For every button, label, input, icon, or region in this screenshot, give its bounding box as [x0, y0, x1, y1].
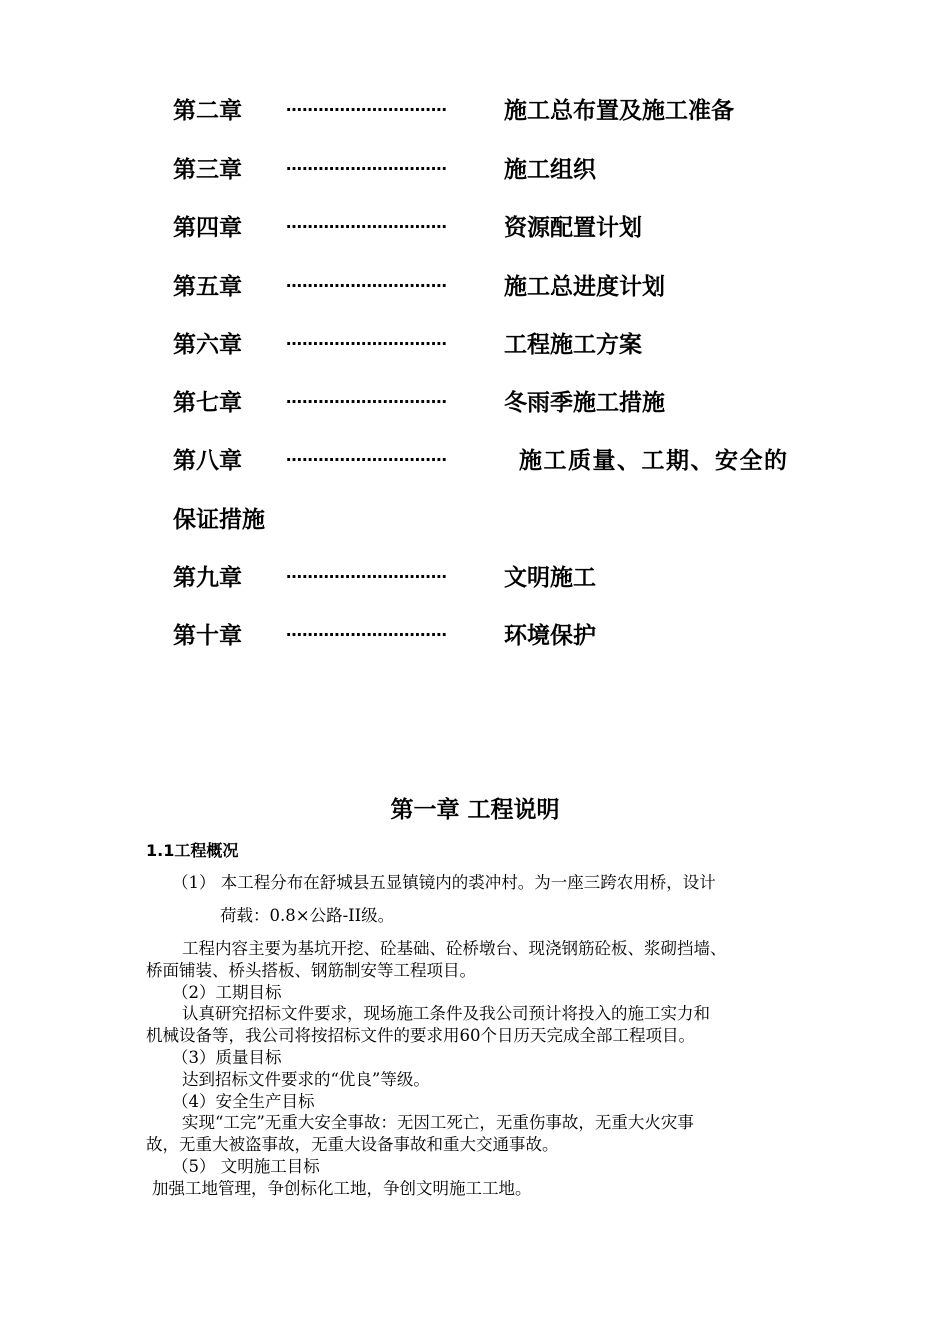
body-line: 加强工地管理，争创标化工地，争创文明施工工地。 — [152, 1179, 532, 1198]
toc-entry — [0, 150, 950, 190]
toc-title: 资源配置计划 — [504, 215, 642, 241]
toc-title: 施工总进度计划 — [504, 274, 665, 300]
body-line: 机械设备等，我公司将按招标文件的要求用60个日历天完成全部工程项目。 — [146, 1026, 695, 1045]
body-line: （1） 本工程分布在舒城县五显镇镜内的裘冲村。为一座三跨农用桥，设计 — [172, 873, 716, 892]
toc-title: 施工组织 — [504, 157, 596, 183]
toc-title: 冬雨季施工措施 — [504, 390, 665, 416]
toc-entry — [0, 441, 950, 481]
toc-leader-dots: ………………………… — [286, 96, 447, 115]
toc-entry — [0, 91, 950, 131]
toc-chapter: 第六章 — [173, 332, 242, 358]
toc-chapter: 第五章 — [173, 274, 242, 300]
toc-entry — [0, 558, 950, 598]
toc-title: 工程施工方案 — [504, 332, 642, 358]
chapter-heading: 第一章 工程说明 — [390, 797, 560, 823]
toc-title-continuation: 保证措施 — [173, 507, 265, 533]
body-line: 桥面铺装、桥头搭板、钢筋制安等工程项目。 — [146, 961, 476, 980]
body-line: 荷载：0.8×公路-II级。 — [220, 906, 395, 925]
toc-title: 文明施工 — [504, 565, 596, 591]
toc-leader-dots: ………………………… — [286, 388, 447, 407]
toc-leader-dots: ………………………… — [286, 155, 447, 174]
body-line: （3）质量目标 — [172, 1048, 282, 1067]
body-line: 故，无重大被盗事故，无重大设备事故和重大交通事故。 — [146, 1135, 559, 1154]
toc-leader-dots: ………………………… — [286, 621, 447, 640]
toc-chapter: 第八章 — [173, 448, 242, 474]
toc-entry — [0, 325, 950, 365]
body-line: 达到招标文件要求的“优良”等级。 — [182, 1070, 430, 1089]
toc-entry — [0, 616, 950, 656]
toc-chapter: 第九章 — [173, 565, 242, 591]
toc-chapter: 第四章 — [173, 215, 242, 241]
toc-title: 环境保护 — [504, 623, 596, 649]
toc-chapter: 第三章 — [173, 157, 242, 183]
body-line: 工程内容主要为基坑开挖、砼基础、砼桥墩台、现浇钢筋砼板、浆砌挡墙、 — [182, 939, 727, 958]
toc-entry — [0, 208, 950, 248]
toc-chapter: 第十章 — [173, 623, 242, 649]
toc-chapter: 第七章 — [173, 390, 242, 416]
toc-title: 施工总布置及施工准备 — [504, 98, 734, 124]
body-line: 实现“工完”无重大安全事故：无因工死亡，无重伤事故，无重大火灾事 — [182, 1113, 694, 1132]
toc-leader-dots: ………………………… — [286, 213, 447, 232]
toc-leader-dots: ………………………… — [286, 446, 447, 465]
toc-chapter: 第二章 — [173, 98, 242, 124]
section-heading: 1.1工程概况 — [146, 841, 239, 860]
body-line: （2）工期目标 — [172, 983, 282, 1002]
toc-leader-dots: ………………………… — [286, 330, 447, 349]
toc-entry — [0, 383, 950, 423]
toc-title: 施工质量、工期、安全的 — [519, 448, 789, 474]
body-line: 认真研究招标文件要求，现场施工条件及我公司预计将投入的施工实力和 — [182, 1004, 710, 1023]
body-line: （4）安全生产目标 — [172, 1092, 315, 1111]
body-line: （5） 文明施工目标 — [172, 1157, 320, 1176]
toc-entry — [0, 267, 950, 307]
toc-leader-dots: ………………………… — [286, 563, 447, 582]
toc-leader-dots: ………………………… — [286, 272, 447, 291]
